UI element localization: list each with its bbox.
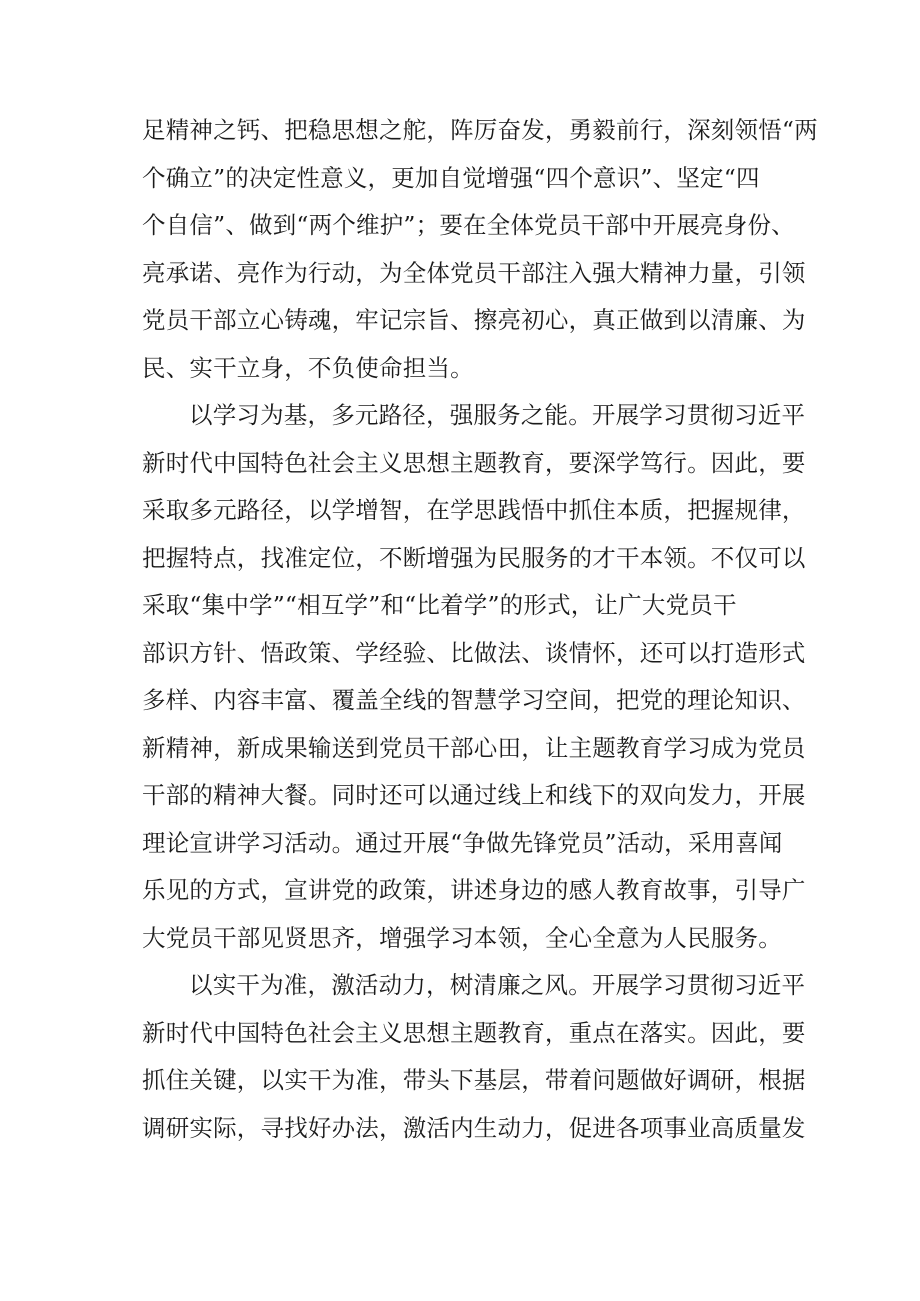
- text-line: 个确立”的决定性意义，更加自觉增强“四个意识”、坚定“四: [142, 163, 760, 192]
- text-line: 多样、内容丰富、覆盖全线的智慧学习空间，把党的理论知识、: [142, 686, 806, 714]
- text-line: 足精神之钙、把稳思想之舵，阵厉奋发，勇毅前行，深刻领悟“两: [142, 116, 818, 144]
- text-line: 新时代中国特色社会主义思想主题教育，重点在落实。因此，要: [142, 1018, 806, 1047]
- text-line: 采取多元路径，以学增智，在学思践悟中抓住本质，把握规律，: [142, 496, 806, 524]
- text-line: 抓住关键，以实干为准，带头下基层，带着问题做好调研，根据: [142, 1066, 806, 1094]
- text-line: 理论宣讲学习活动。通过开展“争做先锋党员”活动，采用喜闻: [142, 828, 783, 857]
- text-line: 采取“集中学”“相互学”和“比着学”的形式，让广大党员干: [142, 591, 737, 619]
- text-line: 部识方针、悟政策、学经验、比做法、谈情怀，还可以打造形式: [142, 638, 806, 667]
- paragraph-start-line: 以实干为准，激活动力，树清廉之风。开展学习贯彻习近平: [189, 971, 806, 999]
- text-line: 新时代中国特色社会主义思想主题教育，要深学笃行。因此，要: [142, 448, 806, 477]
- text-line: 党员干部立心铸魂，牢记宗旨、擦亮初心，真正做到以清廉、为: [142, 306, 806, 334]
- text-line: 大党员干部见贤思齐，增强学习本领，全心全意为人民服务。: [142, 923, 782, 952]
- text-line: 调研实际，寻找好办法，激活内生动力，促进各项事业高质量发: [142, 1113, 806, 1142]
- text-line: 亮承诺、亮作为行动，为全体党员干部注入强大精神力量，引领: [142, 258, 806, 287]
- paragraph-start-line: 以学习为基，多元路径，强服务之能。开展学习贯彻习近平: [189, 401, 806, 429]
- text-line: 把握特点，找准定位，不断增强为民服务的才干本领。不仅可以: [142, 543, 806, 572]
- text-line: 个自信”、做到“两个维护”；要在全体党员干部中开展亮身份、: [142, 211, 795, 239]
- document-body: [142, 107, 818, 1152]
- text-line: 干部的精神大餐。同时还可以通过线上和线下的双向发力，开展: [142, 781, 806, 809]
- text-line: 乐见的方式，宣讲党的政策，讲述身边的感人教育故事，引导广: [142, 876, 806, 904]
- text-line: 民、实干立身，不负使命担当。: [142, 353, 474, 382]
- text-line: 新精神，新成果输送到党员干部心田，让主题教育学习成为党员: [142, 733, 806, 762]
